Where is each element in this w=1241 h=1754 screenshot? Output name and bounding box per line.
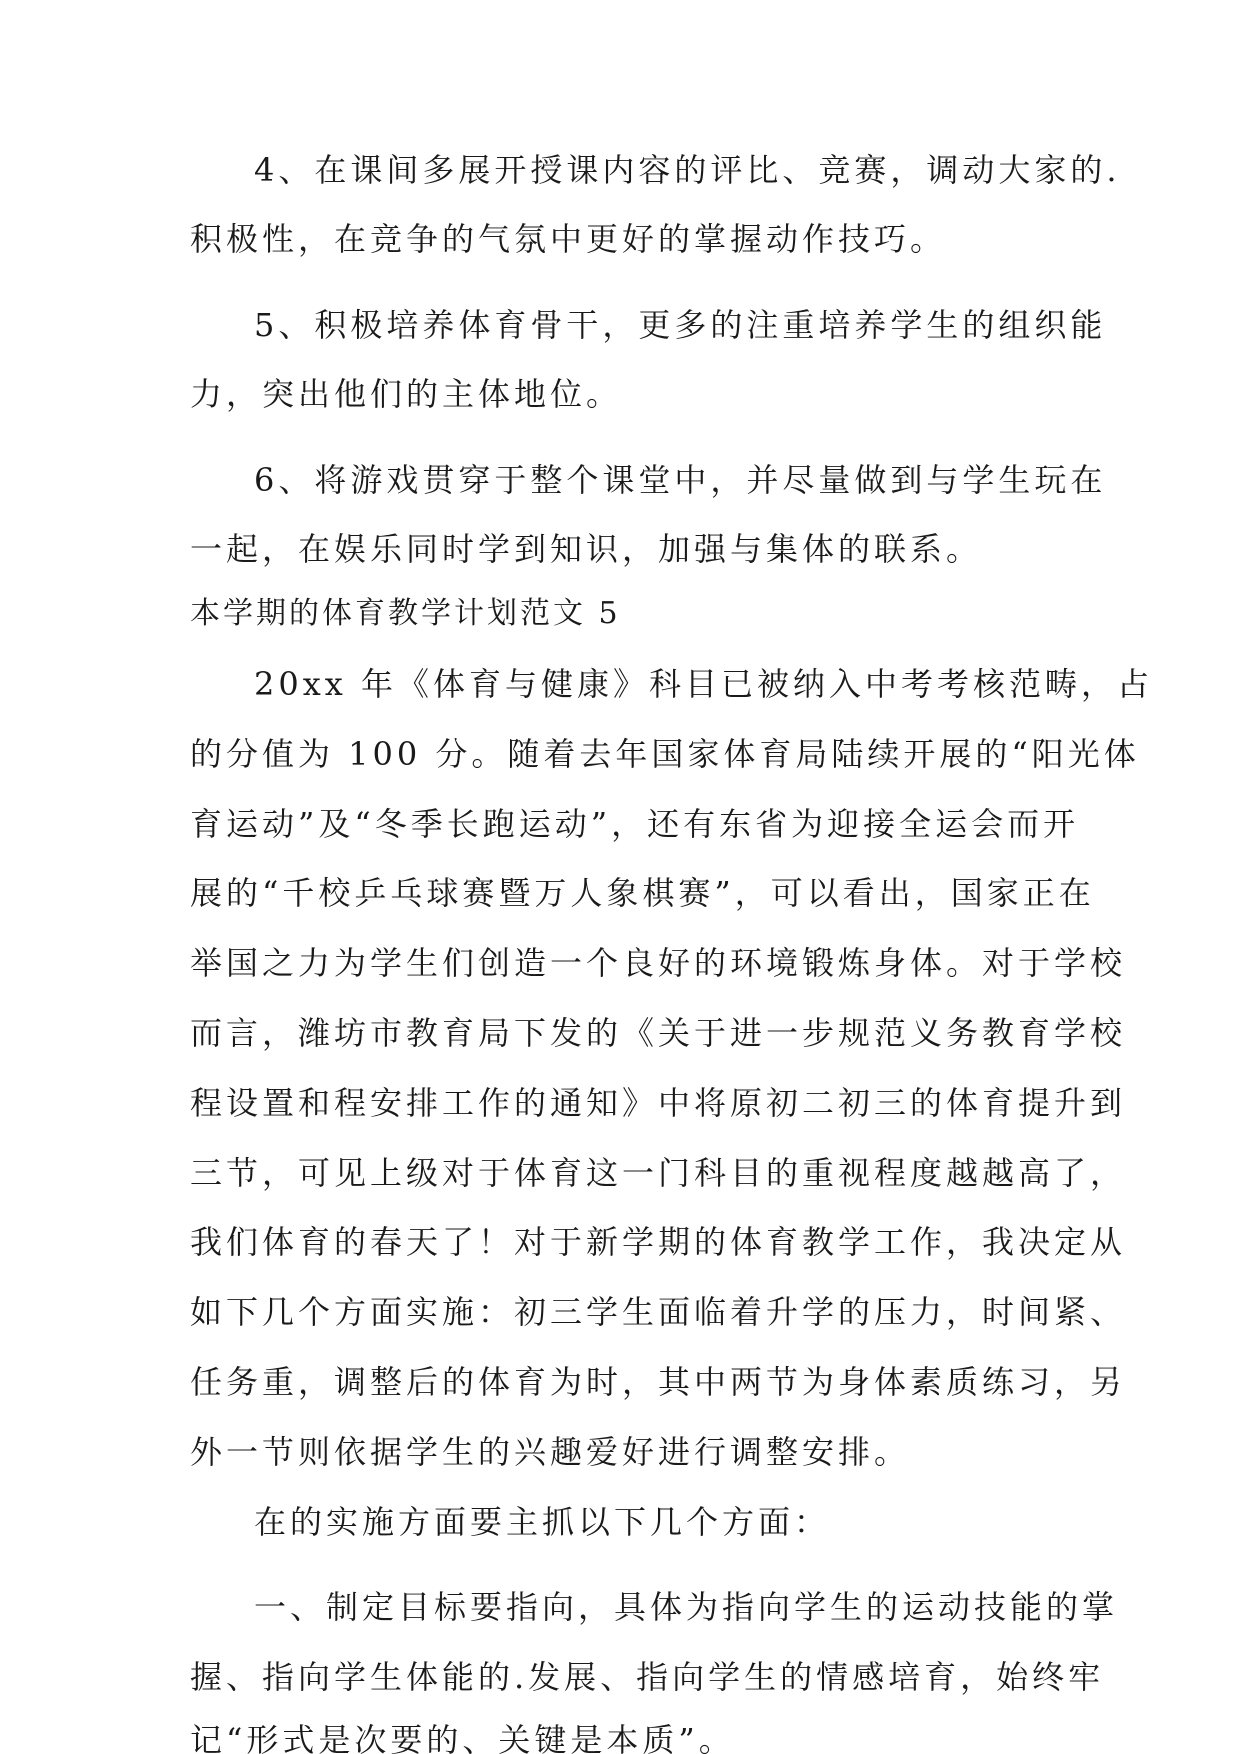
paragraph-line: 的分值为 100 分。随着去年国家体育局陆续开展的“阳光体 (190, 735, 1140, 773)
paragraph-line: 我们体育的春天了！对于新学期的体育教学工作，我决定从 (190, 1223, 1127, 1261)
paragraph-line: 外一节则依据学生的兴趣爱好进行调整安排。 (190, 1433, 911, 1471)
paragraph-line: 任务重，调整后的体育为时，其中两节为身体素质练习，另 (190, 1363, 1127, 1401)
paragraph-line: 育运动”及“冬季长跑运动”，还有东省为迎接全运会而开 (190, 805, 1080, 843)
paragraph-line: 20xx 年《体育与健康》科目已被纳入中考考核范畴，占 (254, 665, 1153, 703)
paragraph-line: 程设置和程安排工作的通知》中将原初二初三的体育提升到 (190, 1084, 1127, 1122)
paragraph-line: 举国之力为学生们创造一个良好的环境锻炼身体。对于学校 (190, 944, 1127, 982)
paragraph-line: 握、指向学生体能的.发展、指向学生的情感培育，始终牢 (190, 1658, 1105, 1696)
paragraph-line: 三节，可见上级对于体育这一门科目的重视程度越越高了， (190, 1154, 1127, 1192)
paragraph-line: 一起，在娱乐同时学到知识，加强与集体的联系。 (190, 530, 983, 568)
paragraph-line: 一、制定目标要指向，具体为指向学生的运动技能的掌 (254, 1588, 1119, 1626)
paragraph-line: 5、积极培养体育骨干，更多的注重培养学生的组织能 (254, 306, 1107, 344)
paragraph-line: 在的实施方面要主抓以下几个方面： (254, 1503, 831, 1541)
paragraph-line: 而言，潍坊市教育局下发的《关于进一步规范义务教育学校 (190, 1014, 1127, 1052)
paragraph-line: 6、将游戏贯穿于整个课堂中，并尽量做到与学生玩在 (254, 461, 1107, 499)
paragraph-line: 4、在课间多展开授课内容的评比、竞赛，调动大家的. (254, 151, 1121, 189)
paragraph-line: 积极性，在竞争的气氛中更好的掌握动作技巧。 (190, 220, 947, 258)
paragraph-line: 展的“千校乒乓球赛暨万人象棋赛”，可以看出，国家正在 (190, 874, 1095, 912)
paragraph-line: 记“形式是次要的、关键是本质”。 (190, 1721, 735, 1754)
section-heading: 本学期的体育教学计划范文 5 (190, 596, 621, 631)
paragraph-line: 如下几个方面实施：初三学生面临着升学的压力，时间紧、 (190, 1293, 1127, 1331)
paragraph-line: 力，突出他们的主体地位。 (190, 375, 623, 413)
